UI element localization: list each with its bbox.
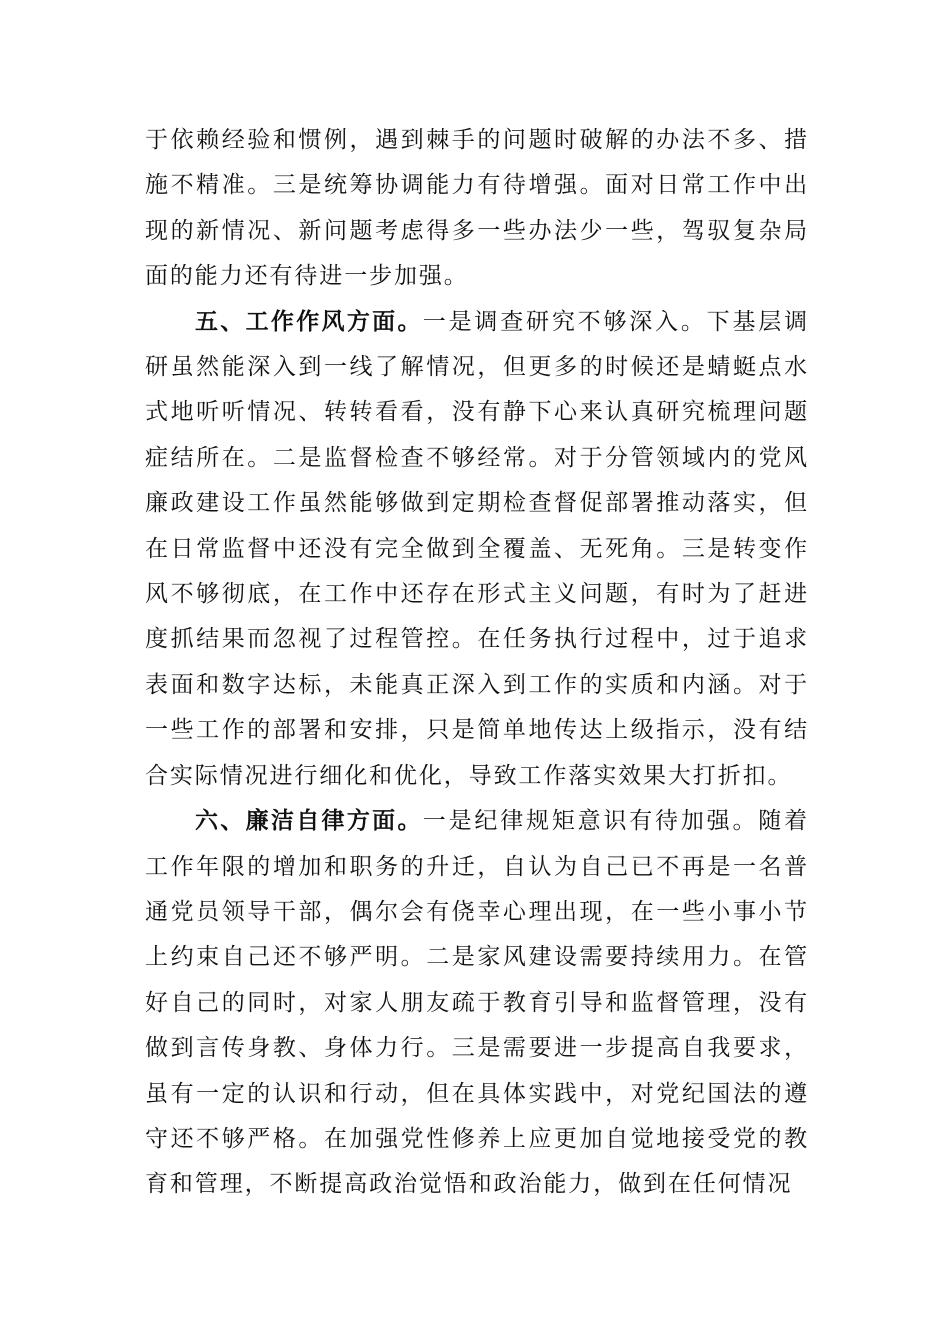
section-six-heading: 六、廉洁自律方面。 xyxy=(195,808,423,835)
section-six-paragraph xyxy=(145,799,809,1208)
document-body xyxy=(145,118,809,1208)
section-five-body: 一是调查研究不够深入。下基层调研虽然能深入到一线了解情况，但更多的时候还是蜻蜓点水式地听听情况、转转看看，没有静下心来认真研究梳理问题症结所在。二是监督检查不够经常。对于分管领域内的党风廉政建设工作虽然能够做到定期检查督促部署推动落实，但在日常监督中还没有完全做到全覆盖、无死角。三是转变作风不够彻底，在工作中还存在形式主义问题，有时为了赶进度抓结果而忽视了过程管控。在任务执行过程中，过于追求表面和数字达标，未能真正深入到工作的实质和内涵。对于一些工作的部署和安排，只是简单地传达上级指示，没有结合实际情况进行细化和优化，导致工作落实效果大打折扣。 xyxy=(145,308,809,789)
continued-paragraph: 于依赖经验和惯例，遇到棘手的问题时破解的办法不多、措施不精准。三是统筹协调能力有待增强。面对日常工作中出现的新情况、新问题考虑得多一些办法少一些，驾驭复杂局面的能力还有待进一步加强。 xyxy=(145,127,809,290)
section-six-body: 一是纪律规矩意识有待加强。随着工作年限的增加和职务的升迁，自认为自己已不再是一名普通党员领导干部，偶尔会有侥幸心理出现，在一些小事小节上约束自己还不够严明。二是家风建设需要持续用力。在管好自己的同时，对家人朋友疏于教育引导和监督管理，没有做到言传身教、身体力行。三是需要进一步提高自我要求，虽有一定的认识和行动，但在具体实践中，对党纪国法的遵守还不够严格。在加强党性修养上应更加自觉地接受党的教育和管理，不断提高政治觉悟和政治能力，做到在任何情况 xyxy=(145,808,809,1198)
section-five-paragraph xyxy=(145,300,809,799)
section-five-heading: 五、工作作风方面。 xyxy=(195,308,423,335)
